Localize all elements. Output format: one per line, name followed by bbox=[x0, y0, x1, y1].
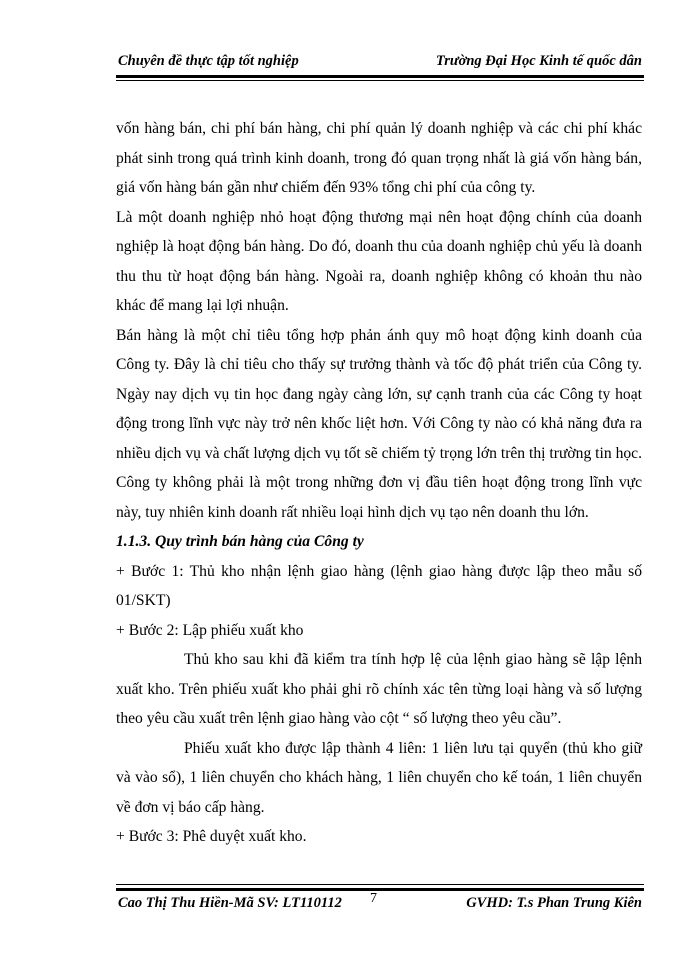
step-2-paragraph-1: Thủ kho sau khi đã kiểm tra tính hợp lệ của lệnh giao hàng sẽ lập lệnh xuất kho. Trên phiếu xuất kho phải ghi rõ chính xác tên từng loại hàng và số lượng theo yêu cầu xuất trên lệnh giao hàng vào cột “ số lượng theo yêu cầu”. bbox=[116, 651, 642, 727]
header-divider-thin bbox=[116, 80, 644, 81]
footer-divider-thin bbox=[116, 884, 644, 885]
footer-student-info: Cao Thị Thu Hiền-Mã SV: LT110112 bbox=[118, 895, 342, 911]
page-body bbox=[116, 114, 642, 852]
section-heading: 1.1.3. Quy trình bán hàng của Công ty bbox=[116, 533, 364, 550]
header-divider-thick bbox=[116, 75, 644, 78]
footer-divider-thick bbox=[116, 888, 644, 891]
footer-supervisor: GVHD: T.s Phan Trung Kiên bbox=[466, 895, 642, 911]
step-2-paragraph-2: Phiếu xuất kho được lập thành 4 liên: 1 liên lưu tại quyển (thủ kho giữ và vào sổ), 1 liên chuyển cho khách hàng, 1 liên chuyển cho kế toán, 1 liên chuyển về đơn vị báo cấp hàng. bbox=[116, 739, 642, 816]
header-report-title: Chuyên đề thực tập tốt nghiệp bbox=[118, 53, 299, 69]
header-university-name: Trường Đại Học Kinh tế quốc dân bbox=[435, 53, 642, 69]
step-1-text: + Bước 1: Thủ kho nhận lệnh giao hàng (lệnh giao hàng được lập theo mẫu số 01/SKT) bbox=[116, 562, 642, 609]
body-paragraph: vốn hàng bán, chi phí bán hàng, chi phí quản lý doanh nghiệp và các chi phí khác phát sinh trong quá trình kinh doanh, trong đó quan trọng nhất là giá vốn hàng bán, giá vốn hàng bán gần như chiếm đến 93% tổng chi phí của công ty. bbox=[116, 120, 642, 196]
page-header bbox=[118, 53, 642, 73]
page-number: 7 bbox=[370, 891, 377, 906]
page-footer bbox=[118, 891, 642, 917]
step-3-text: + Bước 3: Phê duyệt xuất kho. bbox=[116, 828, 307, 845]
body-paragraph: Là một doanh nghiệp nhỏ hoạt động thương mại nên hoạt động chính của doanh nghiệp là hoạt động bán hàng. Do đó, doanh thu của doanh nghiệp chủ yếu là doanh thu thu từ hoạt động bán hàng. Ngoài ra, doanh nghiệp không có khoản thu nào khác để mang lại lợi nhuận. bbox=[116, 208, 642, 314]
body-paragraph: Bán hàng là một chỉ tiêu tổng hợp phản ánh quy mô hoạt động kinh doanh của Công ty. Đây là chỉ tiêu cho thấy sự trưởng thành và tốc độ phát triển của Công ty. Ngày nay dịch vụ tin học đang ngày càng lớn, sự cạnh tranh của các Công ty hoạt động trong lĩnh vực này trở nên khốc liệt hơn. Với Công ty nào có khả năng đưa ra nhiều dịch vụ và chất lượng dịch vụ tốt sẽ chiếm tỷ trọng lớn trên thị trường tin học. Công ty không phải là một trong những đơn vị đầu tiên hoạt động trong lĩnh vực này, tuy nhiên kinh doanh rất nhiều loại hình dịch vụ tạo nên doanh thu lớn. bbox=[116, 326, 642, 521]
step-2-text: + Bước 2: Lập phiếu xuất kho bbox=[116, 621, 304, 639]
